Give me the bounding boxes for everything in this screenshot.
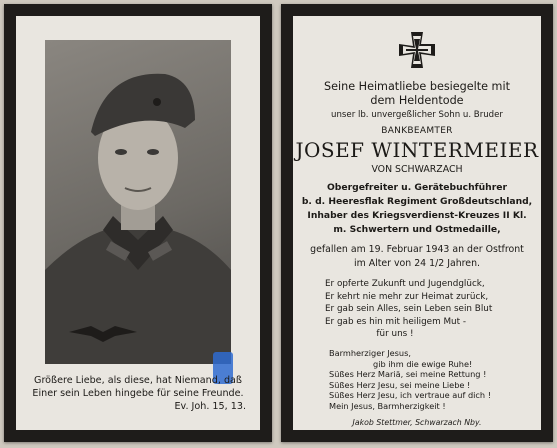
relation-text: unser lb. unvergeßlicher Sohn u. Bruder <box>331 110 503 120</box>
prayer-line: Barmherziger Jesus, <box>329 348 411 358</box>
poem-line: für uns ! <box>376 329 414 339</box>
iron-cross-icon <box>397 30 437 70</box>
prayer-line: Mein Jesus, Barmherzigkeit ! <box>329 400 446 411</box>
card-left-inner <box>16 16 260 430</box>
prayer-line: gib ihm die ewige Ruhe! <box>373 358 473 369</box>
prayer-line: Süßes Herz Jesu, ich vertraue auf dich ! <box>329 390 491 401</box>
prayer-line: Süßes Herz Jesu, sei meine Liebe ! <box>329 379 471 390</box>
rank-line: Inhaber des Kriegsverdienst-Kreuzes II Kl. <box>307 210 527 221</box>
age-line: im Alter von 24 1/2 Jahren. <box>354 258 480 269</box>
card-right-inner <box>293 16 541 430</box>
poem-line: Er opferte Zukunft und Jugendglück, <box>325 279 485 289</box>
rank-line: Obergefreiter u. Gerätebuchführer <box>326 182 508 193</box>
deceased-name: JOSEF WINTERMEIER <box>295 138 539 162</box>
poem-line: Er gab sein Alles, sein Leben sein Blut <box>325 304 493 314</box>
portrait-illustration <box>45 40 231 364</box>
memorial-poem <box>325 278 492 341</box>
verse-reference: Ev. Joh. 15, 13. <box>174 401 246 412</box>
verse-line: Größere Liebe, als diese, hat Niemand, daß <box>34 375 242 386</box>
origin-text: VON SCHWARZACH <box>371 164 463 175</box>
poem-line: Er gab es hin mit heiligem Mut - <box>325 316 467 327</box>
memorial-card-right <box>281 4 553 442</box>
death-date-line: gefallen am 19. Februar 1943 an der Ostfront <box>310 244 524 255</box>
intro-line: Seine Heimatliebe besiegelte mit <box>324 80 510 93</box>
poem-line: Er kehrt nie mehr zur Heimat zurück, <box>325 291 489 302</box>
intro-line: dem Heldentode <box>370 94 464 107</box>
memorial-card-left <box>4 4 272 442</box>
rank-line: m. Schwertern und Ostmedaille, <box>333 224 501 235</box>
rank-line: b. d. Heeresflak Regiment Großdeutschland, <box>301 196 533 207</box>
bible-verse <box>30 374 246 413</box>
soldier-portrait-photo <box>45 40 231 364</box>
profession-text: BANKBEAMTER <box>381 126 453 136</box>
prayer-block <box>329 348 491 412</box>
prayer-line: Süßes Herz Mariä, sei meine Rettung ! <box>329 369 487 380</box>
verse-line: Einer sein Leben hingebe für seine Freunde. <box>32 388 244 399</box>
printer-credit: Jakob Stettmer, Schwarzach Nby. <box>352 418 482 427</box>
